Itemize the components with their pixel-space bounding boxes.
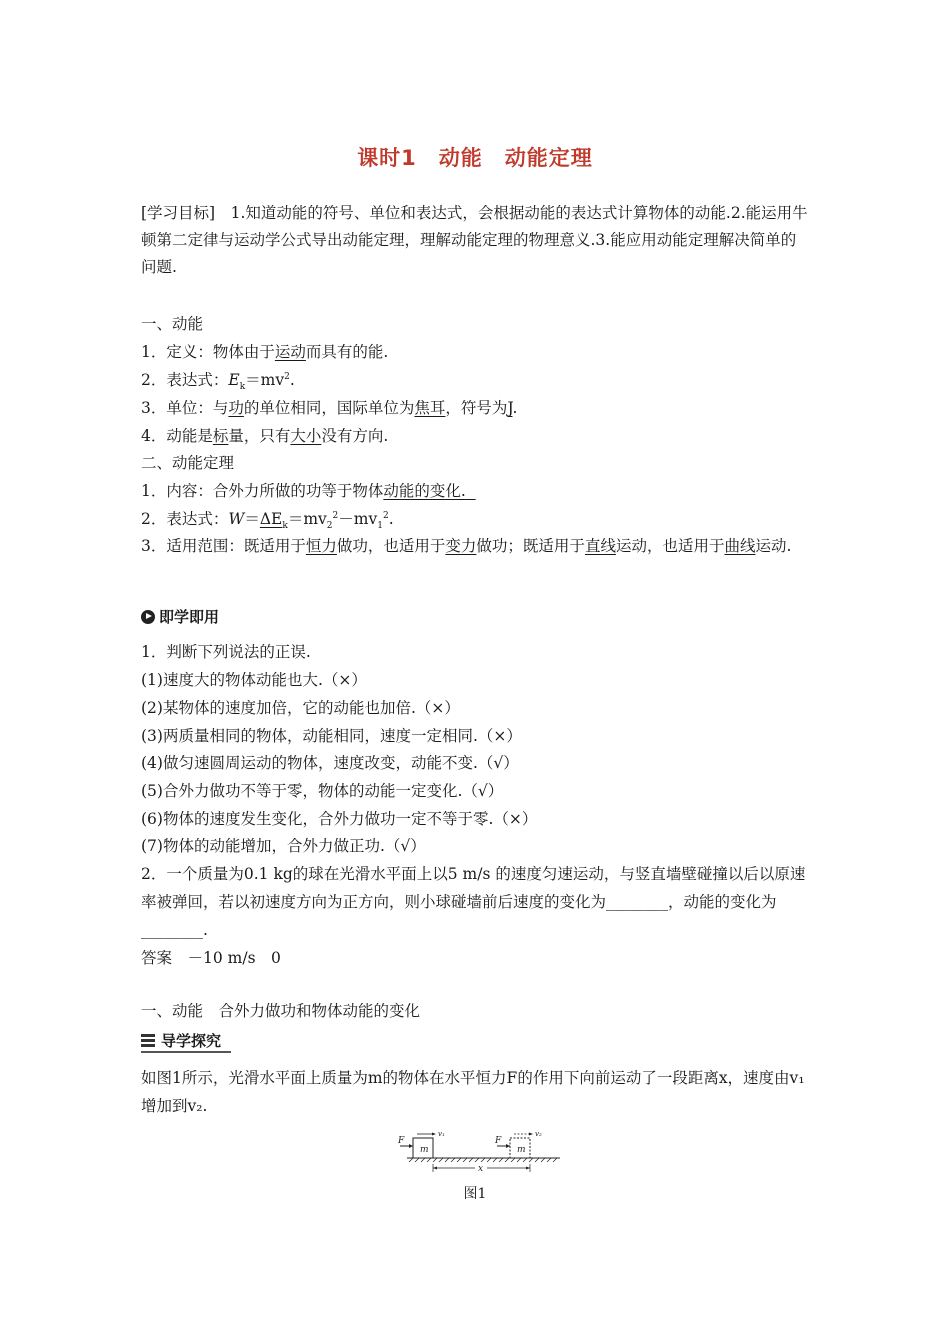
force-label-2: F (495, 1136, 502, 1146)
blank-answer: 曲线 (724, 537, 756, 555)
play-icon (141, 610, 155, 624)
page-title: 课时1 动能 动能定理 (357, 146, 593, 170)
blank-answer: 大小 (290, 427, 322, 445)
blank-answer: 功 (228, 399, 244, 417)
list-item: (4)做匀速圆周运动的物体，速度改变，动能不变.（√） (141, 754, 519, 772)
blank-answer: 动能的变化. (383, 482, 466, 500)
blank-answer: 恒力 (305, 537, 337, 555)
list-item: (1)速度大的物体动能也大.（×） (141, 671, 367, 689)
list-item: (3)两质量相同的物体，动能相同，速度一定相同.（×） (141, 727, 522, 745)
expression-line: 2．表达式：$E_k=mv^2$. (141, 371, 295, 393)
question-1: 1．判断下列说法的正误. (141, 643, 311, 661)
section-kinetic-energy-heading: 一、动能 (141, 315, 204, 333)
velocity-1-label: v₁ (438, 1130, 445, 1138)
blank-answer: J (507, 399, 513, 417)
list-icon (141, 1034, 155, 1046)
distance-label: x (478, 1164, 484, 1172)
force-diagram (395, 1126, 565, 1172)
scalar-line: 4．动能是标量，只有大小没有方向. (141, 427, 389, 445)
answer-line: 答案 －10 m/s 0 (141, 949, 281, 967)
objectives-label: [学习目标] (141, 204, 216, 222)
learning-objectives (141, 200, 811, 281)
blank-answer: 焦耳 (414, 399, 446, 417)
blank-answer: $\Delta E_k$ (259, 510, 288, 532)
question-2: 2．一个质量为0.1 kg的球在光滑水平面上以5 m/s 的速度匀速运动，与竖直墙壁碰撞以后以原速率被弹回，若以初速度方向为正方向，则小球碰墙前后速度的变化为________，动能的变化为________. (141, 865, 806, 939)
practice-heading: 即学即用 (141, 606, 219, 627)
mass-label-2: m (517, 1145, 526, 1155)
section-theorem-heading: 二、动能定理 (141, 454, 235, 472)
blank-answer: 变力 (445, 537, 477, 555)
list-item: (5)合外力做功不等于零，物体的动能一定变化.（√） (141, 782, 504, 800)
guide-explore-heading: 导学探究 (141, 1029, 231, 1053)
section-work-energy-heading: 一、动能 合外力做功和物体动能的变化 (141, 1002, 421, 1020)
definition-line: 1．定义：物体由于运动而具有的能. (141, 343, 389, 361)
force-label: F (398, 1136, 405, 1146)
theorem-content-line: 1．内容：合外力所做的功等于物体动能的变化. (141, 482, 466, 500)
objectives-text: 1.知道动能的符号、单位和表达式，会根据动能的表达式计算物体的动能.2.能运用牛顿第二定律与运动学公式导出动能定理，理解动能定理的物理意义.3.能应用动能定理解决简单的问题. (141, 204, 808, 276)
blank-answer: 直线 (584, 537, 616, 555)
list-item: (7)物体的动能增加，合外力做正功.（√） (141, 837, 426, 855)
velocity-2-label: v₂ (535, 1130, 542, 1138)
mass-label: m (420, 1145, 429, 1155)
list-item: (2)某物体的速度加倍，它的动能也加倍.（×） (141, 699, 460, 717)
list-item: (6)物体的速度发生变化，合外力做功一定不等于零.（×） (141, 810, 538, 828)
theorem-expression-line: 2．表达式：$W=\Delta E_k=mv_2^2-mv_1^2$. (141, 510, 394, 532)
unit-line: 3．单位：与功的单位相同，国际单位为焦耳，符号为J. (141, 399, 518, 417)
blank-answer: 运动 (274, 343, 306, 361)
blank-answer: 标 (212, 427, 229, 445)
figure-description: 如图1所示，光滑水平面上质量为m的物体在水平恒力F的作用下向前运动了一段距离x，速度由v₁增加到v₂. (141, 1069, 805, 1115)
figure-caption: 图1 (463, 1186, 487, 1202)
applicability-paragraph: 3．适用范围：既适用于恒力做功，也适用于变力做功；既适用于直线运动，也适用于曲线运动. (141, 537, 792, 555)
